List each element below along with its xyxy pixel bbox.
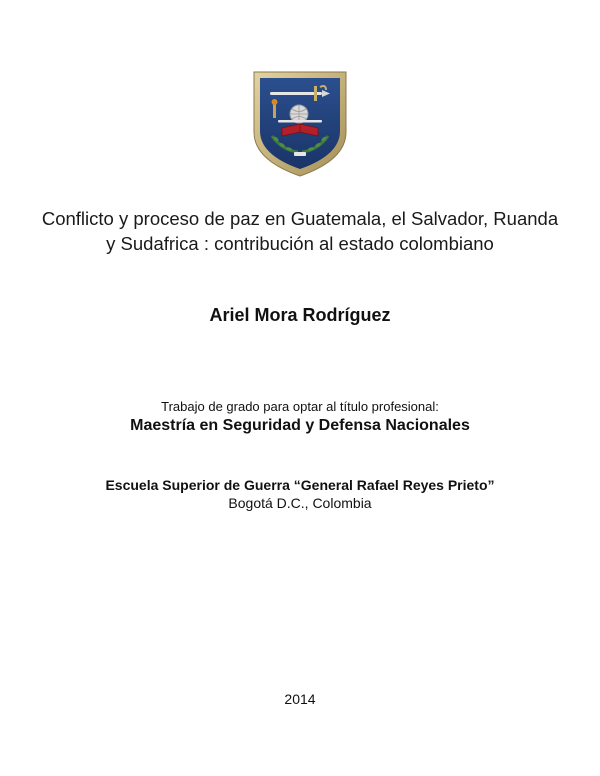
thesis-title: Conflicto y proceso de paz en Guatemala, el Salvador, Ruanda y Sudafrica : contribución al estado colombiano xyxy=(41,208,559,254)
school-name: Escuela Superior de Guerra “General Rafael Reyes Prieto” xyxy=(105,477,495,493)
degree-intro: Trabajo de grado para optar al título profesional: xyxy=(161,399,439,414)
degree-name: Maestría en Seguridad y Defensa Nacionales xyxy=(130,417,470,434)
city-location: Bogotá D.C., Colombia xyxy=(228,495,372,511)
institutional-crest-icon xyxy=(252,70,348,178)
author-name: Ariel Mora Rodríguez xyxy=(209,305,391,325)
publication-year: 2014 xyxy=(284,691,316,707)
